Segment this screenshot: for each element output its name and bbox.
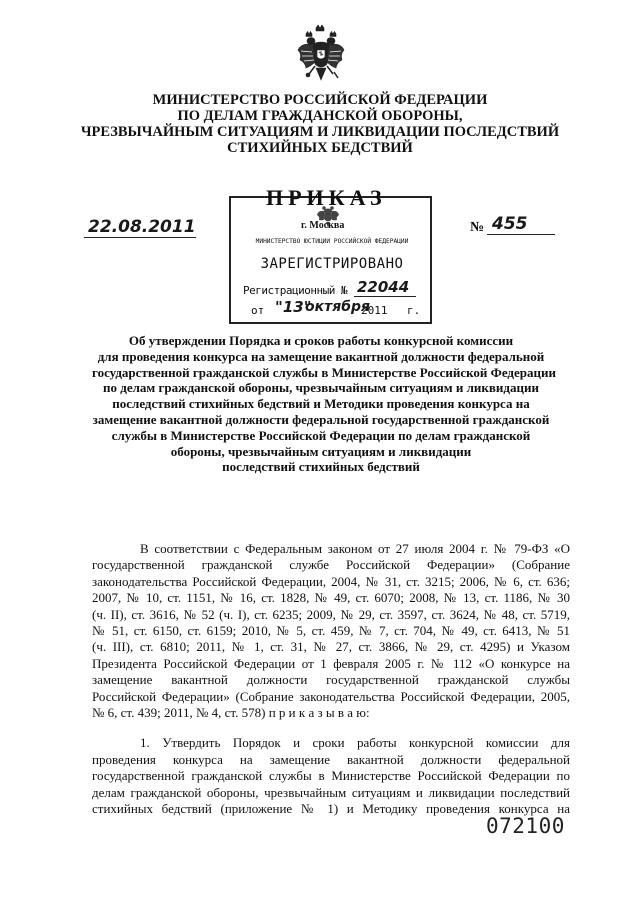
body-line: Президента Российской Федерации от 1 февраля 2005 г. № 112 «О конкурсе на <box>92 655 570 671</box>
body-line: 2007, № 10, ст. 1151, № 16, ст. 1828, № 49, ст. 6070; 2008, № 13, ст. 1186, № 30 <box>92 590 570 606</box>
order-title <box>92 333 556 475</box>
number-underline <box>487 234 555 235</box>
number-sign: № <box>470 220 485 235</box>
stamp-reg-underline <box>354 296 416 297</box>
body-line: стихийных бедствий (приложение № 1) и Методику проведения конкурса на <box>92 801 570 817</box>
title-line: обороны, чрезвычайным ситуациям и ликвидации <box>170 443 472 459</box>
body-line: № 51, ст. 6150, ст. 6159; 2010, № 5, ст. 459, № 7, ст. 704, № 49, ст. 6413, № 51 <box>92 623 570 639</box>
body-line: № 6, ст. 439; 2011, № 4, ст. 578) п р и к а з ы в а ю: <box>92 705 370 721</box>
ministry-line: МИНИСТЕРСТВО РОССИЙСКОЙ ФЕДЕРАЦИИ <box>152 92 488 108</box>
order-body <box>92 541 570 818</box>
stamp-day: "13" <box>275 298 312 316</box>
order-number: 455 <box>492 214 528 234</box>
body-line: государственной гражданской службы в Министерстве Российской Федерации по <box>92 768 570 784</box>
title-line: последствий стихийных бедствий и Методики проведения конкурса на <box>112 396 530 412</box>
title-line: для проведения конкурса на замещение вакантной должности федеральной <box>97 348 545 364</box>
body-line: законодательства Российской Федерации, 2004, № 31, ст. 3215; 2006, № 6, ст. 636; <box>92 573 570 589</box>
title-line: последствий стихийных бедствий <box>222 459 420 475</box>
ministry-line: СТИХИЙНЫХ БЕДСТВИЙ <box>227 140 413 156</box>
paragraph-gap <box>92 721 570 735</box>
title-line: государственной гражданской службы в Министерстве Российской Федерации <box>92 364 556 380</box>
body-line: Российской Федерации» (Собрание законодательства Российской Федерации, 2005, <box>92 688 570 704</box>
body-line: 1. Утвердить Порядок и сроки работы конкурсной комиссии для <box>140 735 570 751</box>
title-line: по делам гражданской обороны, чрезвычайным ситуациям и ликвидации <box>103 380 539 396</box>
body-line: (ч. III), ст. 6810; 2011, № 1, ст. 31, № 27, ст. 3866, № 29, ст. 4295) и Указом <box>92 639 570 655</box>
ministry-line: ЧРЕЗВЫЧАЙНЫМ СИТУАЦИЯМ И ЛИКВИДАЦИИ ПОСЛЕДСТВИЙ <box>80 124 560 140</box>
body-line: государственной гражданской службе Российской Федерации» (Собрание <box>92 557 570 573</box>
stamp-year: 2011 <box>361 304 388 317</box>
ministry-line: ПО ДЕЛАМ ГРАЖДАНСКОЙ ОБОРОНЫ, <box>177 108 463 124</box>
body-line: замещение вакантной должности государственной гражданской службы <box>92 672 570 688</box>
stamp-month: октября <box>305 299 371 315</box>
stamp-status: ЗАРЕГИСТРИРОВАНО <box>260 256 404 272</box>
stamp-reg-number: 22044 <box>357 278 410 296</box>
body-line: проведения конкурса на замещение вакантной должности федеральной <box>92 751 570 767</box>
title-line: службы в Министерстве Российской Федерации по делам гражданской <box>111 427 531 443</box>
stamp-from-label: от <box>251 304 265 317</box>
order-date: 22.08.2011 <box>88 217 196 237</box>
stamp-city: г. Москва <box>301 220 345 231</box>
title-line: Об утверждении Порядка и сроков работы конкурсной комиссии <box>128 333 514 348</box>
registration-stamp <box>229 196 432 324</box>
title-line: замещение вакантной должности федеральной государственной гражданской <box>92 411 550 427</box>
date-underline <box>84 237 196 238</box>
ministry-header <box>60 92 580 156</box>
russian-emblem-icon <box>296 24 346 86</box>
stamp-reg-label: Регистрационный № <box>243 284 348 297</box>
page-serial-number: 072100 <box>486 814 565 838</box>
document-type-heading: ПРИКАЗ <box>266 185 387 210</box>
body-line: В соответствии с Федеральным законом от 27 июля 2004 г. № 79-ФЗ «О <box>140 541 570 556</box>
stamp-ministry: МИНИСТЕРСТВО ЮСТИЦИИ РОССИЙСКОЙ ФЕДЕРАЦИИ <box>255 238 409 245</box>
item-1-paragraph <box>92 735 570 817</box>
stamp-year-suffix: г. <box>407 304 421 317</box>
preamble-paragraph <box>92 541 570 721</box>
body-line: делам гражданской обороны, чрезвычайным ситуациям и ликвидации последствий <box>92 784 570 800</box>
body-line: (ч. II), ст. 3616, № 52 (ч. I), ст. 6235; 2009, № 29, ст. 3597, ст. 3624, № 48, ст. 5719, <box>92 606 570 622</box>
